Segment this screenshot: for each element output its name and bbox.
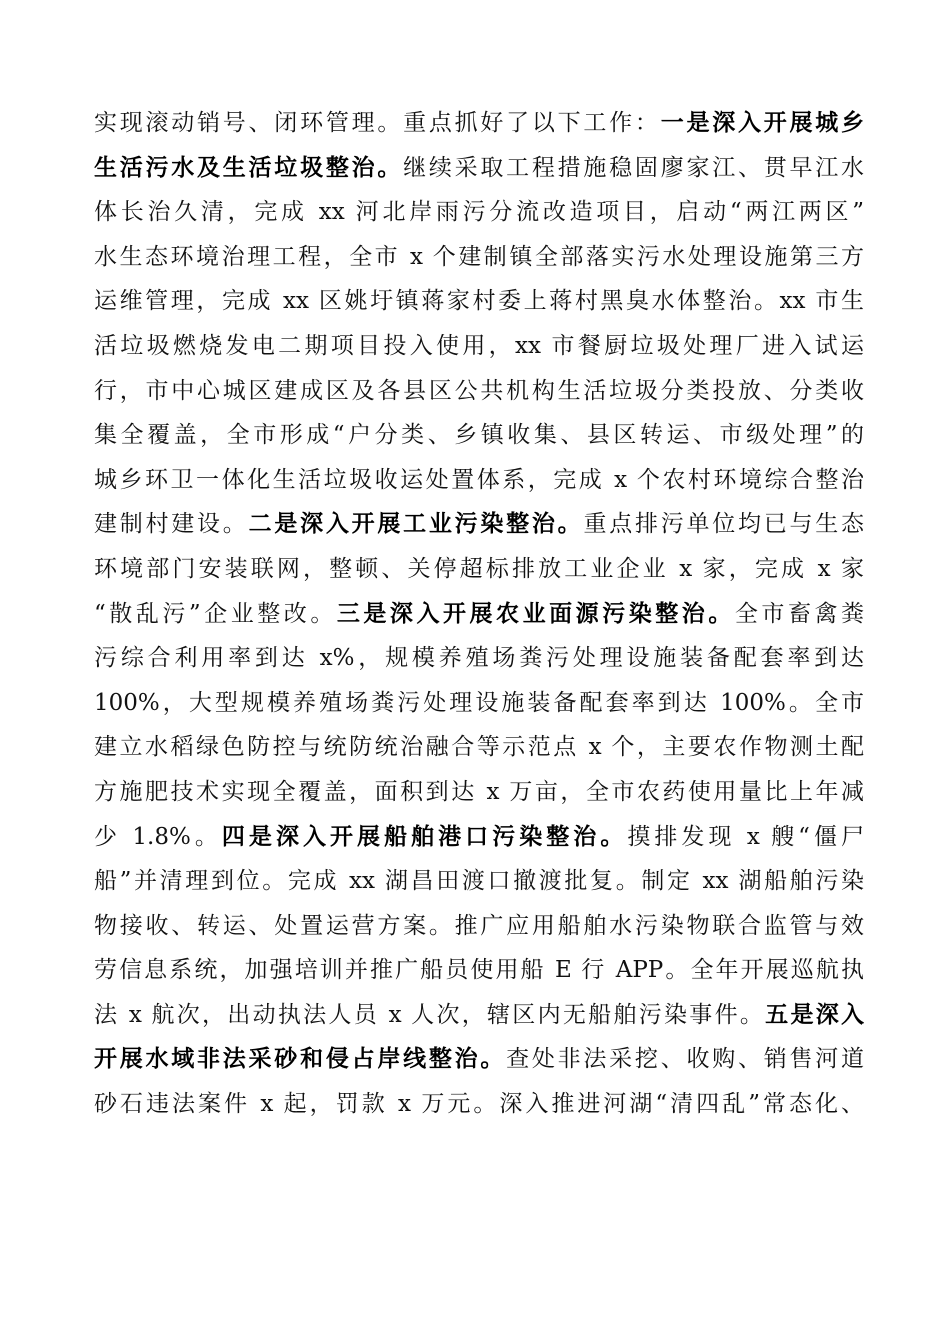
text-run: 运维管理，完成 xx 区姚圩镇蒋家村委上蒋村黑臭水体整治。xx 市生 [94, 288, 864, 315]
text-line [94, 547, 864, 592]
bold-heading-run: 四是深入开展船舶港口污染整治。 [221, 822, 628, 850]
text-run: 行，市中心城区建成区及各县区公共机构生活垃圾分类投放、分类收 [94, 377, 864, 404]
text-line [94, 681, 864, 726]
text-run: 城乡环卫一体化生活垃圾收运处置体系，完成 x 个农村环境综合整治 [94, 466, 864, 493]
text-line [94, 190, 864, 235]
text-line [94, 815, 864, 860]
bold-heading-run: 五是深入 [765, 1000, 865, 1028]
text-run: 船”并清理到位。完成 xx 湖昌田渡口撤渡批复。制定 xx 湖船舶污染 [94, 868, 864, 895]
bold-heading-run: 三是深入开展农业面源污染整治。 [336, 599, 735, 627]
text-line [94, 324, 864, 369]
text-line [94, 592, 864, 637]
text-line [94, 859, 864, 904]
text-line [94, 770, 864, 815]
text-line [94, 948, 864, 993]
text-line [94, 993, 864, 1038]
text-run: 集全覆盖，全市形成“户分类、乡镇收集、县区转运、市级处理”的 [94, 422, 864, 449]
text-run: 建制村建设。 [94, 511, 249, 538]
text-run: 方施肥技术实现全覆盖，面积到达 x 万亩，全市农药使用量比上年减 [94, 778, 864, 805]
text-line [94, 502, 864, 547]
body-paragraph [94, 101, 864, 1127]
text-run: 实现滚动销号、闭环管理。重点抓好了以下工作： [94, 110, 661, 136]
text-line [94, 235, 864, 280]
text-line [94, 279, 864, 324]
text-run: 100%，大型规模养殖场粪污处理设施装备配套率到达 100%。全市 [94, 689, 864, 716]
text-run: 体长治久清，完成 xx 河北岸雨污分流改造项目，启动“两江两区” [94, 199, 864, 226]
text-run: 查处非法采挖、收购、销售河道 [506, 1046, 865, 1073]
text-run: 物接收、转运、处置运营方案。推广应用船舶水污染物联合监管与效 [94, 912, 864, 939]
text-run: 少 1.8%。 [94, 823, 222, 850]
text-run: 建立水稻绿色防控与统防统治融合等示范点 x 个，主要农作物测土配 [94, 734, 864, 761]
text-line [94, 1082, 864, 1127]
text-run: 全市畜禽粪 [734, 600, 865, 627]
text-run: 法 x 航次，出动执法人员 x 人次，辖区内无船舶污染事件。 [94, 1001, 766, 1028]
text-line [94, 146, 864, 191]
bold-heading-run: 二是深入开展工业污染整治。 [248, 510, 584, 538]
text-line [94, 904, 864, 949]
text-run: 水生态环境治理工程，全市 x 个建制镇全部落实污水处理设施第三方 [94, 243, 864, 270]
bold-heading-run: 开展水域非法采砂和侵占岸线整治。 [94, 1045, 507, 1073]
text-line [94, 458, 864, 503]
text-line [94, 369, 864, 414]
text-run: 摸排发现 x 艘“僵尸 [627, 823, 864, 850]
text-run: 劳信息系统，加强培训并推广船员使用船 E 行 APP。全年开展巡航执 [94, 957, 864, 984]
text-line [94, 101, 864, 146]
bold-heading-run: 生活污水及生活垃圾整治。 [94, 153, 404, 181]
text-run: 环境部门安装联网，整顿、关停超标排放工业企业 x 家，完成 x 家 [94, 555, 864, 582]
text-run: 砂石违法案件 x 起，罚款 x 万元。深入推进河湖“清四乱”常态化、 [94, 1091, 865, 1118]
text-run: 继续采取工程措施稳固廖家江、贯早江水 [403, 154, 865, 181]
text-line [94, 636, 864, 681]
text-run: 活垃圾燃烧发电二期项目投入使用，xx 市餐厨垃圾处理厂进入试运 [94, 332, 864, 359]
text-run: 重点排污单位均已与生态 [583, 511, 865, 538]
text-run: 污综合利用率到达 x%，规模养殖场粪污处理设施装备配套率到达 [94, 645, 864, 672]
text-line [94, 725, 864, 770]
text-line [94, 1037, 864, 1082]
text-line [94, 413, 864, 458]
bold-heading-run: 一是深入开展城乡 [660, 109, 865, 136]
text-run: “散乱污”企业整改。 [94, 600, 337, 627]
